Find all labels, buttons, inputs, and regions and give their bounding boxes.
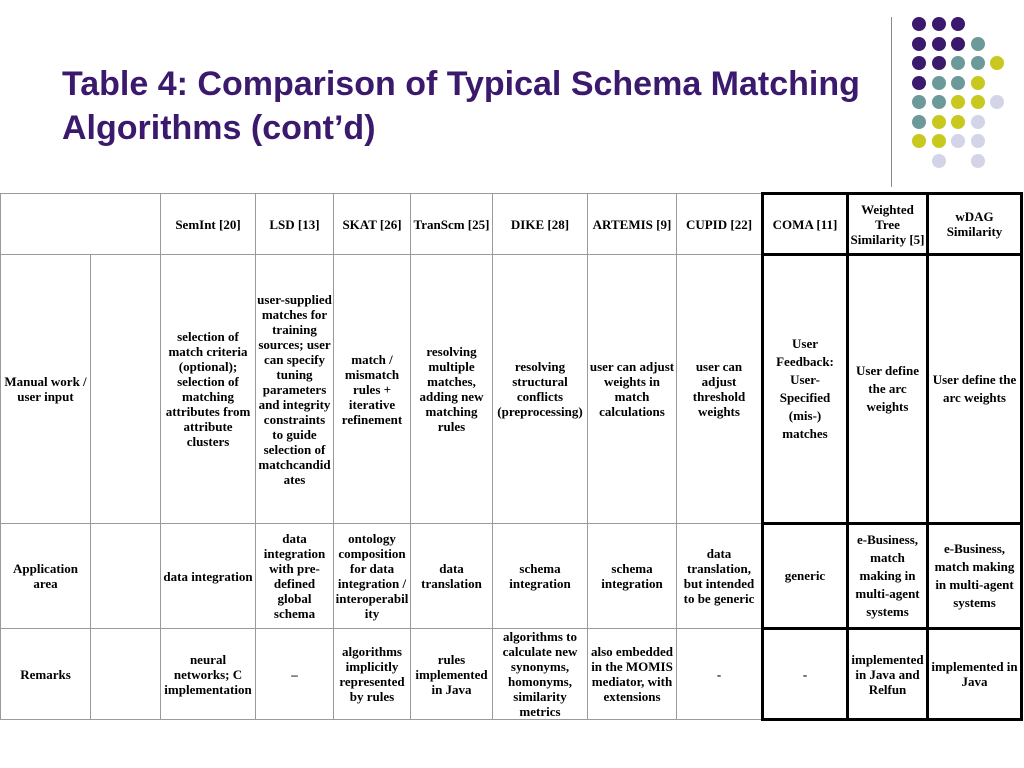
slide-title: Table 4: Comparison of Typical Schema Matching Algorithms (cont’d) (62, 65, 860, 147)
decorative-dot-purple (932, 56, 946, 70)
decorative-dot-purple (951, 17, 965, 31)
row-label-manual-work: Manual work / user input (1, 255, 91, 524)
cell-app-transcm: data translation (411, 524, 493, 629)
cell-manual-cupid: user can adjust threshold weights (677, 255, 763, 524)
decorative-dot-yellow (971, 76, 985, 90)
decorative-dot-yellow (912, 134, 926, 148)
decorative-dot-teal (951, 56, 965, 70)
decorative-dot-yellow (932, 115, 946, 129)
row-label-spacer (91, 524, 161, 629)
cell-manual-artemis: user can adjust weights in match calculations (588, 255, 677, 524)
cell-manual-coma: User Feedback: User-Specified (mis-) matches (763, 255, 848, 524)
cell-app-artemis: schema integration (588, 524, 677, 629)
decorative-dot-teal (912, 115, 926, 129)
header-lsd: LSD [13] (256, 194, 334, 255)
decorative-dot-purple (912, 56, 926, 70)
header-wdag: wDAG Similarity (928, 194, 1022, 255)
cell-remarks-dike: algorithms to calculate new synonyms, homonyms, similarity metrics (493, 629, 588, 720)
header-semint: SemInt [20] (161, 194, 256, 255)
cell-app-weighted-tree: e-Business, match making in multi-agent systems (848, 524, 928, 629)
decorative-dot-teal (932, 95, 946, 109)
decorative-dot-teal (971, 56, 985, 70)
decorative-dot-lavender (990, 95, 1004, 109)
decorative-dot-teal (932, 76, 946, 90)
header-coma: COMA [11] (763, 194, 848, 255)
decorative-dot-yellow (951, 115, 965, 129)
decorative-dot-lavender (971, 134, 985, 148)
row-label-application-area: Application area (1, 524, 91, 629)
cell-app-semint: data integration (161, 524, 256, 629)
cell-manual-semint: selection of match criteria (optional); selection of matching attributes from attribute clusters (161, 255, 256, 524)
cell-app-lsd: data integration with pre-defined global schema (256, 524, 334, 629)
cell-app-skat: ontology composition for data integration / interoperability (334, 524, 411, 629)
cell-manual-dike: resolving structural conflicts (preprocessing) (493, 255, 588, 524)
header-weighted-tree: Weighted Tree Similarity [5] (848, 194, 928, 255)
header-row (1, 194, 1022, 255)
header-dike: DIKE [28] (493, 194, 588, 255)
decorative-dot-purple (951, 37, 965, 51)
cell-remarks-semint: neural networks; C implementation (161, 629, 256, 720)
decorative-dot-purple (932, 17, 946, 31)
decorative-dot-yellow (932, 134, 946, 148)
decorative-dot-purple (912, 76, 926, 90)
decorative-dot-lavender (971, 154, 985, 168)
decorative-dot-teal (971, 37, 985, 51)
cell-remarks-skat: algorithms implicitly represented by rules (334, 629, 411, 720)
comparison-table (0, 192, 1023, 721)
decorative-dot-teal (951, 76, 965, 90)
decorative-dot-lavender (951, 134, 965, 148)
header-skat: SKAT [26] (334, 194, 411, 255)
cell-manual-wdag: User define the arc weights (928, 255, 1022, 524)
cell-remarks-lsd: – (256, 629, 334, 720)
row-label-spacer (91, 255, 161, 524)
decorative-dot-yellow (951, 95, 965, 109)
cell-remarks-coma: - (763, 629, 848, 720)
decorative-dot-purple (912, 37, 926, 51)
cell-app-coma: generic (763, 524, 848, 629)
cell-manual-skat: match / mismatch rules + iterative refinement (334, 255, 411, 524)
cell-remarks-wdag: implemented in Java (928, 629, 1022, 720)
cell-remarks-weighted-tree: implemented in Java and Relfun (848, 629, 928, 720)
corner-cell (1, 194, 161, 255)
cell-manual-weighted-tree: User define the arc weights (848, 255, 928, 524)
decorative-dot-teal (912, 95, 926, 109)
decorative-dot-purple (932, 37, 946, 51)
divider-line (891, 17, 892, 187)
table-row (1, 524, 1022, 629)
cell-remarks-artemis: also embedded in the MOMIS mediator, with extensions (588, 629, 677, 720)
row-label-spacer (91, 629, 161, 720)
decorative-dot-lavender (971, 115, 985, 129)
table-row (1, 255, 1022, 524)
cell-remarks-cupid: - (677, 629, 763, 720)
cell-manual-transcm: resolving multiple matches, adding new matching rules (411, 255, 493, 524)
cell-manual-lsd: user-supplied matches for training sources; user can specify tuning parameters and integrity constraints to guide selection of matchcandidates (256, 255, 334, 524)
cell-app-dike: schema integration (493, 524, 588, 629)
row-label-remarks: Remarks (1, 629, 91, 720)
decorative-dot-lavender (932, 154, 946, 168)
decorative-dot-yellow (990, 56, 1004, 70)
table-row (1, 629, 1022, 720)
cell-app-wdag: e-Business, match making in multi-agent systems (928, 524, 1022, 629)
header-transcm: TranScm [25] (411, 194, 493, 255)
header-cupid: CUPID [22] (677, 194, 763, 255)
header-artemis: ARTEMIS [9] (588, 194, 677, 255)
decorative-dot-yellow (971, 95, 985, 109)
decorative-dot-purple (912, 17, 926, 31)
cell-app-cupid: data translation, but intended to be generic (677, 524, 763, 629)
cell-remarks-transcm: rules implemented in Java (411, 629, 493, 720)
